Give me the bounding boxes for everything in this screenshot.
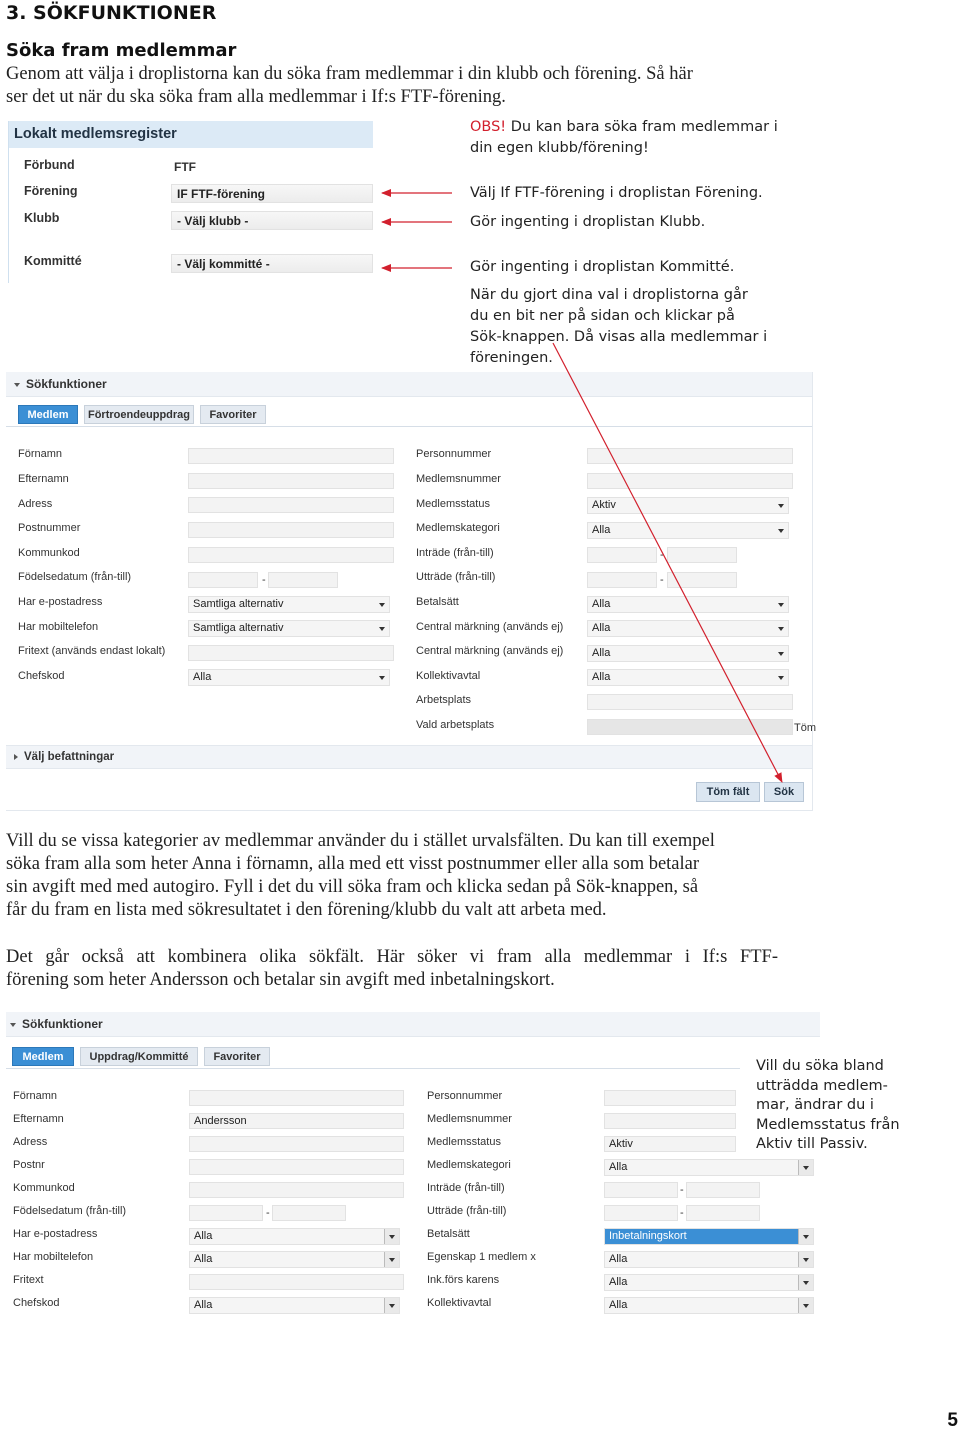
label-efternamn: Efternamn <box>13 1113 64 1125</box>
medlemskategori-select[interactable]: Alla <box>604 1159 814 1176</box>
register-label-klubb: Klubb <box>24 211 60 225</box>
karens-select[interactable]: Alla <box>604 1274 814 1291</box>
klubb-select[interactable]: - Välj klubb - <box>171 211 373 230</box>
medlemsstatus-select[interactable]: Aktiv <box>587 497 789 514</box>
register-label-kommitte: Kommitté <box>24 254 82 268</box>
label-kommunkod: Kommunkod <box>13 1182 75 1194</box>
medlemsnummer-input[interactable] <box>604 1113 736 1129</box>
label-medlemsstatus: Medlemsstatus <box>416 498 490 510</box>
betalsatt-select[interactable]: Alla <box>587 596 789 613</box>
chevron-down-icon <box>389 1235 395 1239</box>
adress-input[interactable] <box>189 1136 404 1152</box>
befattningar-row[interactable]: Välj befattningar <box>6 745 812 769</box>
label-uttrade: Utträde (från-till) <box>427 1205 507 1217</box>
label-medlemsnummer: Medlemsnummer <box>427 1113 512 1125</box>
kollektivavtal-select[interactable]: Alla <box>604 1297 814 1314</box>
clear-fields-button[interactable]: Töm fält <box>696 782 760 802</box>
paragraph-urvalsfalt: Vill du se vissa kategorier av medlemmar använder du i stället urvalsfälten. Du kan till exempel söka fram alla som heter Anna i förnamn, alla med ett visst postnummer eller alla som betalar sin avgift med med autogiro. Fyll i det du vill söka fram och klicka sedan på Sök-knappen, så får du fram en lista med sökresultatet i den förening/klubb du valt att arbeta med. <box>6 831 715 920</box>
date-dash: - <box>262 574 266 586</box>
section-heading: 3. SÖKFUNKTIONER <box>6 2 217 24</box>
egenskap-select[interactable]: Alla <box>604 1251 814 1268</box>
label-vald-arbetsplats: Vald arbetsplats <box>416 719 495 731</box>
tab-fortroendeuppdrag[interactable]: Förtroendeuppdrag <box>84 405 194 424</box>
paragraph-kombinera: Det går också att kombinera olika sökfält. Här söker vi fram alla medlemmar i If:s FTF- förening som heter Andersson och betalar sin avgift med inbetalningskort. <box>6 947 778 990</box>
mobil-select[interactable]: Samtliga alternativ <box>188 620 390 637</box>
chevron-down-icon <box>389 1258 395 1262</box>
label-kollektivavtal: Kollektivavtal <box>416 670 481 682</box>
fornamn-input[interactable] <box>189 1090 404 1106</box>
panel2-header[interactable]: Sökfunktioner <box>6 1012 820 1037</box>
label-adress: Adress <box>18 498 53 510</box>
personnummer-input[interactable] <box>604 1090 736 1106</box>
register-value-forbund: FTF <box>174 160 196 174</box>
kollektivavtal-select[interactable]: Alla <box>587 669 789 686</box>
forening-select[interactable]: IF FTF-förening <box>171 184 373 203</box>
tab-medlem[interactable]: Medlem <box>18 405 78 424</box>
fritext-input[interactable] <box>189 1274 404 1290</box>
arrow-search-button <box>553 343 782 782</box>
date-dash: - <box>680 1207 684 1219</box>
uttrade-from-input[interactable] <box>604 1205 678 1221</box>
chefskod-select[interactable]: Alla <box>188 669 390 686</box>
betalsatt-select[interactable]: Inbetalningskort <box>604 1228 814 1245</box>
central-markning-1-select[interactable]: Alla <box>587 620 789 637</box>
efternamn-input[interactable]: Andersson <box>189 1113 404 1129</box>
label-fornamn: Förnamn <box>18 448 63 460</box>
chevron-down-icon <box>803 1258 809 1262</box>
note-klubb: Gör ingenting i droplistan Klubb. <box>470 214 706 230</box>
register-label-forbund: Förbund <box>24 158 75 172</box>
mobil-select[interactable]: Alla <box>189 1251 400 1268</box>
chevron-down-icon <box>803 1166 809 1170</box>
kommitte-select[interactable]: - Välj kommitté - <box>171 254 373 273</box>
label-intrade: Inträde (från-till) <box>416 547 494 559</box>
medlemskategori-select[interactable]: Alla <box>587 522 789 539</box>
label-mobil: Har mobiltelefon <box>18 621 99 633</box>
side-note: Vill du söka bland utträdda medlem- mar, ändrar du i Medlemsstatus från Aktiv till Passiv. <box>740 1055 960 1157</box>
tab-medlem[interactable]: Medlem <box>12 1047 74 1066</box>
chevron-down-icon <box>803 1281 809 1285</box>
label-fodelsedatum: Födelsedatum (från-till) <box>18 571 132 583</box>
label-medlemsnummer: Medlemsnummer <box>416 473 501 485</box>
label-efternamn: Efternamn <box>18 473 69 485</box>
register-label-forening: Förening <box>24 184 78 198</box>
label-adress: Adress <box>13 1136 48 1148</box>
tom-link[interactable]: Töm <box>794 722 816 734</box>
label-epost: Har e-postadress <box>18 596 103 608</box>
label-karens: Ink.förs karens <box>427 1274 500 1286</box>
collapse-icon <box>10 1023 16 1027</box>
label-personnummer: Personnummer <box>427 1090 503 1102</box>
intrade-from-input[interactable] <box>604 1182 678 1198</box>
tab-favoriter[interactable]: Favoriter <box>200 405 266 424</box>
label-mobil: Har mobiltelefon <box>13 1251 94 1263</box>
label-arbetsplats: Arbetsplats <box>416 694 472 706</box>
note-forening: Välj If FTF-förening i droplistan Förening. <box>470 185 763 201</box>
fodelsedatum-to-input[interactable] <box>272 1205 346 1221</box>
label-egenskap: Egenskap 1 medlem x <box>427 1251 536 1263</box>
date-dash: - <box>266 1207 270 1219</box>
label-personnummer: Personnummer <box>416 448 492 460</box>
kommunkod-input[interactable] <box>189 1182 404 1198</box>
epost-select[interactable]: Samtliga alternativ <box>188 596 390 613</box>
label-fritext: Fritext (används endast lokalt) <box>18 645 166 657</box>
label-fodelsedatum: Födelsedatum (från-till) <box>13 1205 127 1217</box>
label-chefskod: Chefskod <box>18 670 65 682</box>
tab-uppdrag-kommitte[interactable]: Uppdrag/Kommitté <box>80 1047 198 1066</box>
subheading: Söka fram medlemmar <box>6 40 237 61</box>
chevron-down-icon <box>803 1235 809 1239</box>
label-epost: Har e-postadress <box>13 1228 98 1240</box>
label-medlemsstatus: Medlemsstatus <box>427 1136 501 1148</box>
intrade-to-input[interactable] <box>686 1182 760 1198</box>
chevron-down-icon <box>803 1304 809 1308</box>
label-kollektivavtal: Kollektivavtal <box>427 1297 492 1309</box>
label-fritext: Fritext <box>13 1274 44 1286</box>
label-uttrade: Utträde (från-till) <box>416 571 496 583</box>
medlemsstatus-select[interactable]: Aktiv <box>604 1136 736 1152</box>
label-kommunkod: Kommunkod <box>18 547 80 559</box>
label-fornamn: Förnamn <box>13 1090 58 1102</box>
date-dash: - <box>660 549 664 561</box>
search-button[interactable]: Sök <box>764 782 804 802</box>
label-postnummer: Postnummer <box>18 522 81 534</box>
fodelsedatum-from-input[interactable] <box>189 1205 263 1221</box>
label-central-markning-2: Central märkning (används ej) <box>416 645 564 657</box>
label-betalsatt: Betalsätt <box>416 596 459 608</box>
central-markning-2-select[interactable]: Alla <box>587 645 789 662</box>
date-dash: - <box>680 1184 684 1196</box>
tab-favoriter[interactable]: Favoriter <box>204 1047 270 1066</box>
label-central-markning-1: Central märkning (används ej) <box>416 621 564 633</box>
label-chefskod: Chefskod <box>13 1297 60 1309</box>
label-betalsatt: Betalsätt <box>427 1228 470 1240</box>
label-medlemskategori: Medlemskategori <box>427 1159 511 1171</box>
uttrade-to-input[interactable] <box>686 1205 760 1221</box>
chevron-down-icon <box>389 1304 395 1308</box>
register-title: Lokalt medlemsregister <box>9 121 373 148</box>
label-medlemskategori: Medlemskategori <box>416 522 500 534</box>
panel1-header[interactable]: Sökfunktioner <box>6 372 812 397</box>
epost-select[interactable]: Alla <box>189 1228 400 1245</box>
date-dash: - <box>660 574 664 586</box>
label-postnr: Postnr <box>13 1159 45 1171</box>
obs-note: OBS! Du kan bara söka fram medlemmar i din egen klubb/förening! <box>470 119 778 156</box>
chefskod-select[interactable]: Alla <box>189 1297 400 1314</box>
intro-paragraph: Genom att välja i droplistorna kan du söka fram medlemmar i din klubb och förening. Så här ser det ut när du ska söka fram alla medlemmar i If:s FTF-förening. <box>6 64 693 107</box>
note-kommitte: Gör ingenting i droplistan Kommitté. <box>470 259 735 275</box>
label-intrade: Inträde (från-till) <box>427 1182 505 1194</box>
postnr-input[interactable] <box>189 1159 404 1175</box>
page-number: 5 <box>947 1410 958 1431</box>
note-done: När du gjort dina val i droplistorna går du en bit ner på sidan och klickar på Sök-knappen. Då visas alla medlemmar i föreningen. <box>470 287 768 366</box>
